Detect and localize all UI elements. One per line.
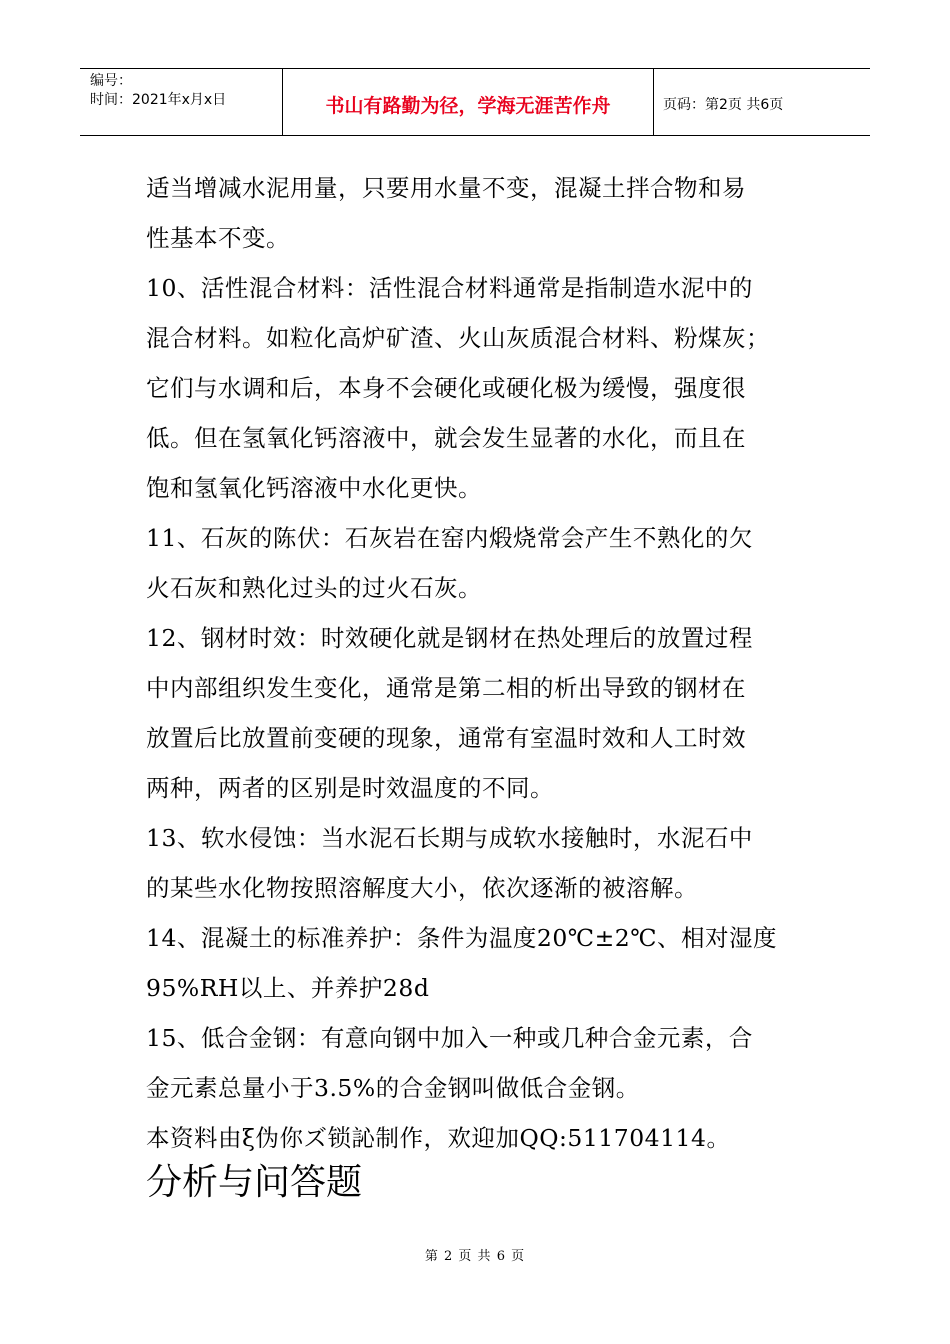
body-line: 金元素总量小于3.5%的合金钢叫做低合金钢。 xyxy=(146,1074,640,1102)
body-line: 适当增减水泥用量，只要用水量不变，混凝土拌合物和易 xyxy=(146,174,746,202)
body-line: 混合材料。如粒化高炉矿渣、火山灰质混合材料、粉煤灰； xyxy=(146,324,770,352)
page-header xyxy=(80,68,870,136)
body-line: 饱和氢氧化钙溶液中水化更快。 xyxy=(146,474,482,502)
body-line: 10、活性混合材料：活性混合材料通常是指制造水泥中的 xyxy=(146,274,753,302)
body-line: 11、石灰的陈伏：石灰岩在窑内煅烧常会产生不熟化的欠 xyxy=(146,524,753,552)
body-line: 13、软水侵蚀：当水泥石长期与成软水接触时，水泥石中 xyxy=(146,824,753,852)
body-line: 火石灰和熟化过头的过火石灰。 xyxy=(146,574,482,602)
page-footer: 第 2 页 共 6 页 xyxy=(424,1249,526,1264)
body-line: 性基本不变。 xyxy=(146,224,290,252)
body-line: 95%RH以上、并养护28d xyxy=(146,974,430,1002)
header-motto: 书山有路勤为径，学海无涯苦作舟 xyxy=(283,69,654,135)
header-meta xyxy=(80,69,283,135)
body-line: 中内部组织发生变化，通常是第二相的析出导致的钢材在 xyxy=(146,674,746,702)
body-line: 的某些水化物按照溶解度大小，依次逐渐的被溶解。 xyxy=(146,874,698,902)
body-line: 两种，两者的区别是时效温度的不同。 xyxy=(146,774,554,802)
body-text xyxy=(146,163,816,1163)
body-line: 放置后比放置前变硬的现象，通常有室温时效和人工时效 xyxy=(146,724,746,752)
header-number-label: 编号： xyxy=(90,73,132,89)
section-heading: 分析与问答题 xyxy=(146,1162,363,1203)
body-line: 本资料由ξ伪你ズ锁訫制作，欢迎加QQ:511704114。 xyxy=(146,1124,731,1152)
header-page-info: 页码：第2页 共6页 xyxy=(663,97,784,113)
header-time-label: 时间：2021年x月x日 xyxy=(90,92,227,108)
body-line: 12、钢材时效：时效硬化就是钢材在热处理后的放置过程 xyxy=(146,624,753,652)
body-line: 14、混凝土的标准养护：条件为温度20℃±2℃、相对湿度 xyxy=(146,924,778,952)
body-line: 15、低合金钢：有意向钢中加入一种或几种合金元素，合 xyxy=(146,1024,753,1052)
body-line: 它们与水调和后，本身不会硬化或硬化极为缓慢，强度很 xyxy=(146,374,746,402)
body-line: 低。但在氢氧化钙溶液中，就会发生显著的水化，而且在 xyxy=(146,424,746,452)
